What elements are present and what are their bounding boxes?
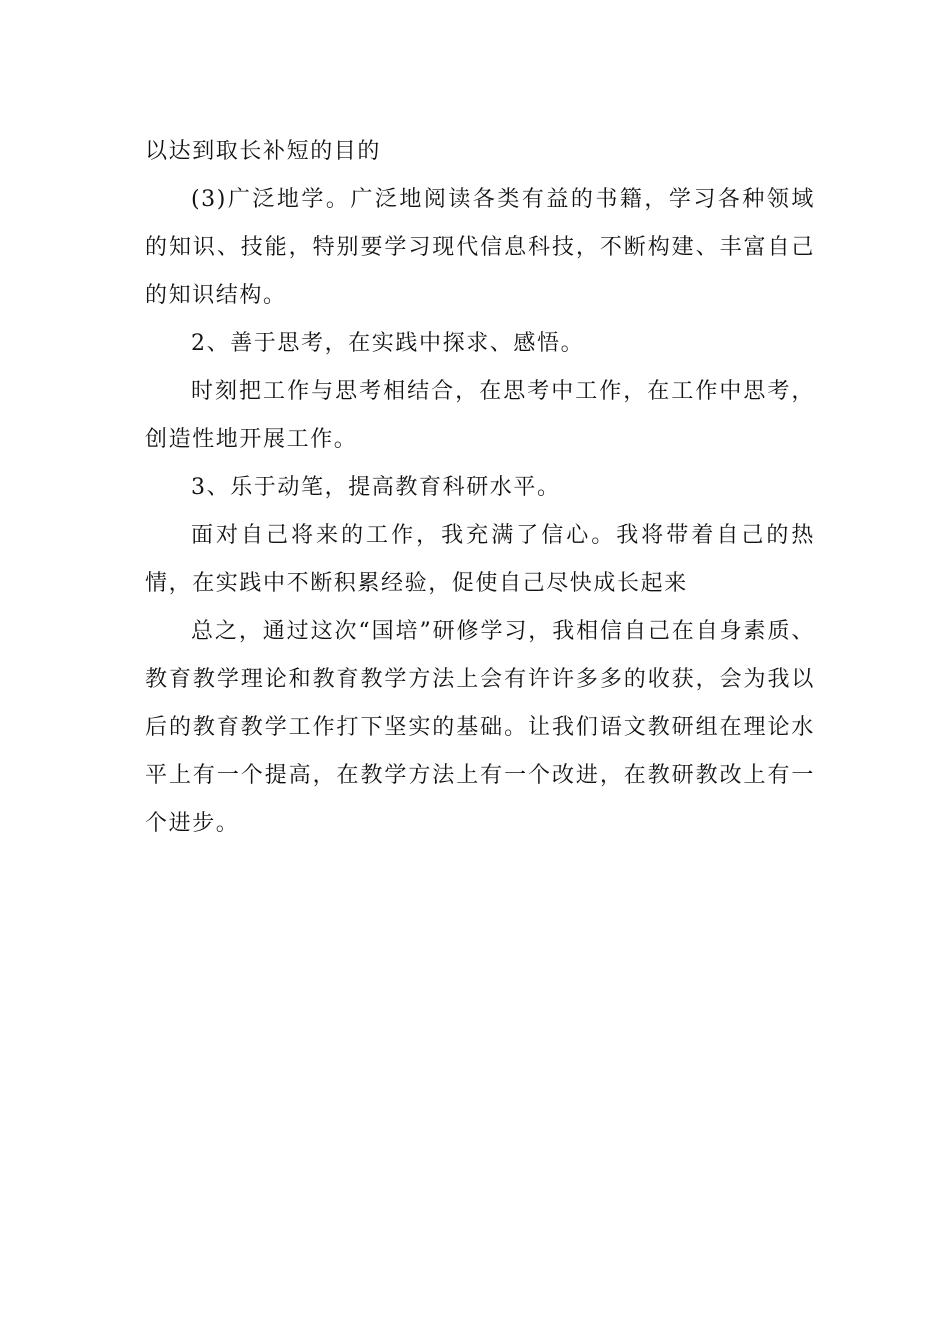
paragraph-conclusion: 总之，通过这次“国培”研修学习，我相信自己在自身素质、教育教学理论和教育教学方法上会有许许多多的收获，会为我以后的教育教学工作打下坚实的基础。让我们语文教研组在理论水平上有一个提高，在教学方法上有一个改进，在教研教改上有一个进步。 [145,619,815,836]
paragraph-work-thinking: 时刻把工作与思考相结合，在思考中工作，在工作中思考，创造性地开展工作。 [145,379,815,452]
paragraph-heading-thinking: 2、善于思考，在实践中探求、感悟。 [191,331,585,356]
paragraph-continuation: 以达到取长补短的目的 [145,139,382,164]
paragraph-heading-writing: 3、乐于动笔，提高教育科研水平。 [191,475,561,500]
document-body [145,128,815,848]
paragraph-broad-learning: (3)广泛地学。广泛地阅读各类有益的书籍，学习各种领域的知识、技能，特别要学习现代信息科技，不断构建、丰富自己的知识结构。 [145,187,815,308]
paragraph-confidence: 面对自己将来的工作，我充满了信心。我将带着自己的热情，在实践中不断积累经验，促使自己尽快成长起来 [145,523,815,596]
